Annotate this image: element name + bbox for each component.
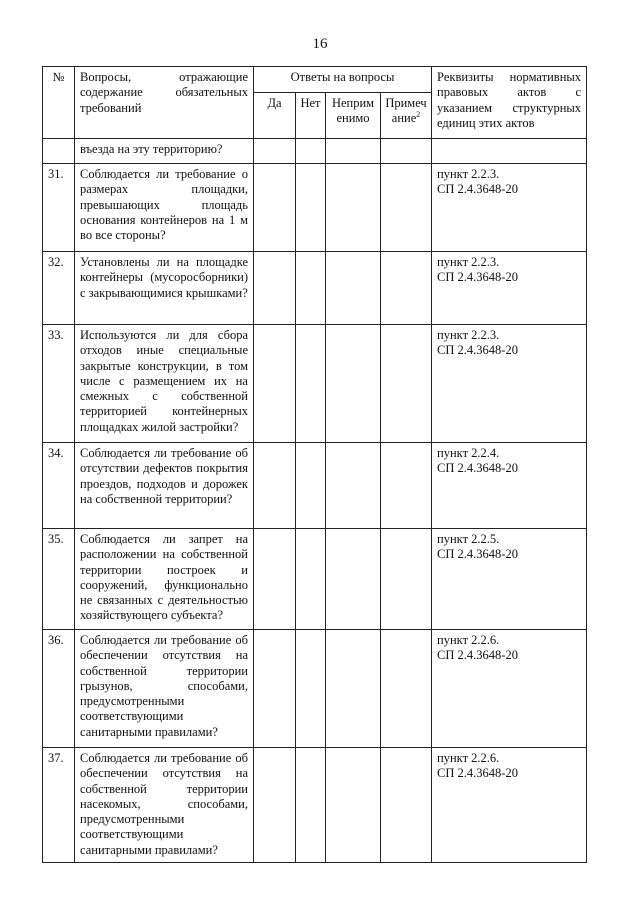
answer-note-cell[interactable]: [381, 252, 432, 325]
header-note: [381, 93, 432, 139]
header-note-footnote: 2: [416, 110, 421, 120]
row-number: 32.: [43, 252, 75, 325]
requisite-clause: пункт 2.2.4.: [437, 446, 500, 460]
row-question: Установлены ли на площадке контейнеры (мусоросборники) с закрывающимися крышками?: [75, 252, 254, 325]
row-question: Соблюдается ли требование об отсутствии дефектов покрытия проездов, подходов и дорожек на собственной территории?: [75, 443, 254, 529]
answer-not-applicable-cell[interactable]: [326, 748, 381, 863]
table-row: [43, 164, 587, 252]
requisite-document: СП 2.4.3648-20: [437, 461, 518, 476]
table-row: [43, 529, 587, 630]
answer-note-cell[interactable]: [381, 325, 432, 443]
row-number: 37.: [43, 748, 75, 863]
answer-yes-cell[interactable]: [254, 252, 296, 325]
answer-note-cell[interactable]: [381, 748, 432, 863]
header-yes: Да: [254, 93, 296, 139]
row-requisite: [432, 325, 587, 443]
header-not-applicable: Неприм енимо: [326, 93, 381, 139]
requisite-clause: пункт 2.2.6.: [437, 633, 500, 647]
row-question: Соблюдается ли запрет на расположении на собственной территории построек и сооружений, функционально не связанных с деятельностью хозяйствующего субъекта?: [75, 529, 254, 630]
answer-yes-cell[interactable]: [254, 139, 296, 164]
table-row: [43, 748, 587, 863]
table-row: [43, 139, 587, 164]
answer-no-cell[interactable]: [296, 748, 326, 863]
row-requisite: [432, 529, 587, 630]
requisite-document: СП 2.4.3648-20: [437, 343, 518, 358]
page-number: 16: [312, 36, 328, 52]
answer-not-applicable-cell[interactable]: [326, 252, 381, 325]
row-number: 35.: [43, 529, 75, 630]
answer-no-cell[interactable]: [296, 139, 326, 164]
table-row: [43, 325, 587, 443]
answer-no-cell[interactable]: [296, 164, 326, 252]
table-row: [43, 630, 587, 748]
answer-note-cell[interactable]: [381, 443, 432, 529]
answer-yes-cell[interactable]: [254, 443, 296, 529]
row-requisite: [432, 748, 587, 863]
requisite-document: СП 2.4.3648-20: [437, 766, 518, 781]
answer-note-cell[interactable]: [381, 630, 432, 748]
answer-not-applicable-cell[interactable]: [326, 139, 381, 164]
row-requisite: [432, 252, 587, 325]
answer-not-applicable-cell[interactable]: [326, 164, 381, 252]
answer-note-cell[interactable]: [381, 164, 432, 252]
requisite-document: СП 2.4.3648-20: [437, 182, 518, 197]
answer-no-cell[interactable]: [296, 630, 326, 748]
answer-no-cell[interactable]: [296, 529, 326, 630]
requisite-clause: пункт 2.2.3.: [437, 167, 500, 181]
table-row: [43, 252, 587, 325]
requisite-clause: пункт 2.2.5.: [437, 532, 500, 546]
requisite-document: СП 2.4.3648-20: [437, 270, 518, 285]
requisite-document: СП 2.4.3648-20: [437, 648, 518, 663]
requisite-clause: пункт 2.2.3.: [437, 255, 500, 269]
header-questions: Вопросы, отражающие содержание обязательных требований: [75, 67, 254, 139]
row-question: Используются ли для сбора отходов иные специальные закрытые конструкции, в том числе с размещением их на смежных с собственной территорией контейнерных площадках жилой застройки?: [75, 325, 254, 443]
header-row: [43, 67, 587, 93]
answer-note-cell[interactable]: [381, 529, 432, 630]
requirements-checklist-table: [42, 66, 587, 863]
answer-not-applicable-cell[interactable]: [326, 630, 381, 748]
answer-note-cell[interactable]: [381, 139, 432, 164]
answer-no-cell[interactable]: [296, 252, 326, 325]
row-question: Соблюдается ли требование о размерах площадки, превышающих площадь основания контейнеров на 1 м во все стороны?: [75, 164, 254, 252]
row-number: 33.: [43, 325, 75, 443]
row-requisite: [432, 443, 587, 529]
row-number: [43, 139, 75, 164]
row-question: въезда на эту территорию?: [75, 139, 254, 164]
row-requisite: [432, 139, 587, 164]
row-requisite: [432, 630, 587, 748]
row-requisite: [432, 164, 587, 252]
answer-no-cell[interactable]: [296, 325, 326, 443]
answer-yes-cell[interactable]: [254, 164, 296, 252]
answer-not-applicable-cell[interactable]: [326, 443, 381, 529]
row-question: Соблюдается ли требование об обеспечении отсутствия на собственной территории грызунов, способами, предусмотренными соответствующими санитарными правилами?: [75, 630, 254, 748]
row-number: 31.: [43, 164, 75, 252]
row-number: 36.: [43, 630, 75, 748]
answer-yes-cell[interactable]: [254, 529, 296, 630]
header-requisites: Реквизиты нормативных правовых актов с указанием структурных единиц этих актов: [432, 67, 587, 139]
answer-yes-cell[interactable]: [254, 630, 296, 748]
row-number: 34.: [43, 443, 75, 529]
answer-yes-cell[interactable]: [254, 748, 296, 863]
requisite-clause: пункт 2.2.3.: [437, 328, 500, 342]
answer-not-applicable-cell[interactable]: [326, 325, 381, 443]
header-no: Нет: [296, 93, 326, 139]
answer-yes-cell[interactable]: [254, 325, 296, 443]
header-number: №: [43, 67, 75, 139]
table-row: [43, 443, 587, 529]
answer-not-applicable-cell[interactable]: [326, 529, 381, 630]
header-answers: Ответы на вопросы: [254, 67, 432, 93]
answer-no-cell[interactable]: [296, 443, 326, 529]
header-note-text: Примеч ание: [385, 96, 427, 126]
requisite-document: СП 2.4.3648-20: [437, 547, 518, 562]
requisite-clause: пункт 2.2.6.: [437, 751, 500, 765]
row-question: Соблюдается ли требование об обеспечении отсутствия на собственной территории насекомых, способами, предусмотренными соответствующими санитарными правилами?: [75, 748, 254, 863]
